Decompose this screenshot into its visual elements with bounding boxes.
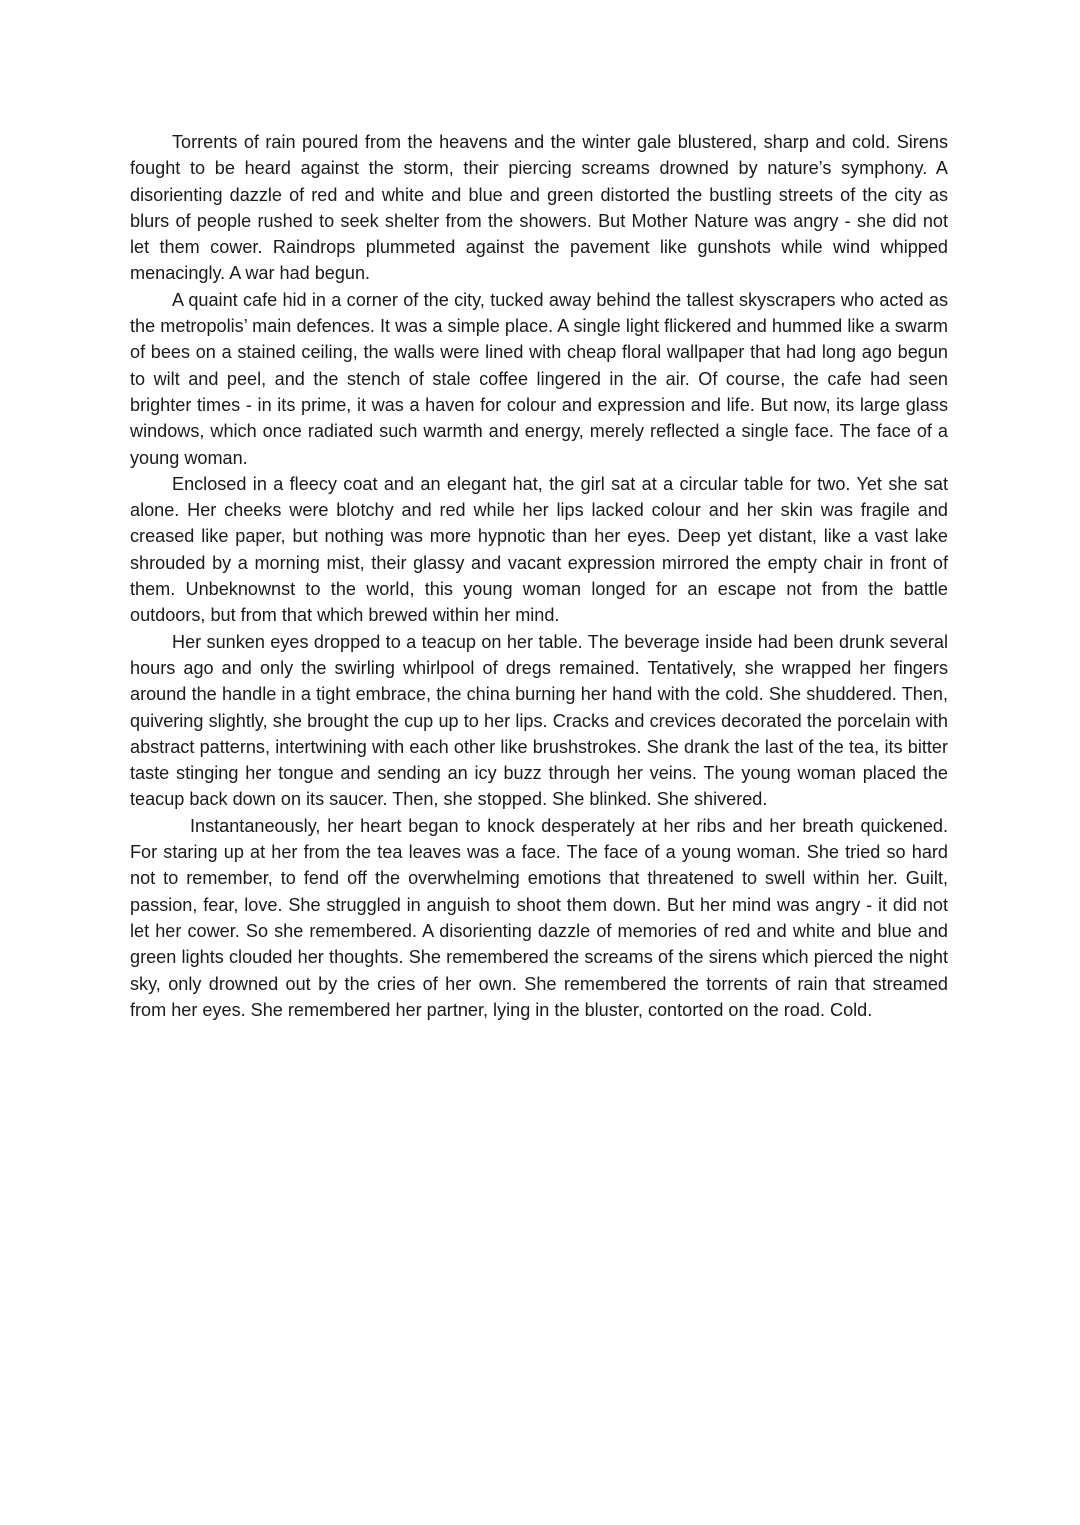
paragraph-2: A quaint cafe hid in a corner of the city, tucked away behind the tallest skyscrapers who acted as the metropolis’ main defences. It was a simple place. A single light flickered and hummed like a swarm of bees on a stained ceiling, the walls were lined with cheap floral wallpaper that had long ago begun to wilt and peel, and the stench of stale coffee lingered in the air. Of course, the cafe had seen brighter times - in its prime, it was a haven for colour and expression and life. But now, its large glass windows, which once radiated such warmth and energy, merely reflected a single face. The face of a young woman. [130,289,948,468]
paragraph-1: Torrents of rain poured from the heavens and the winter gale blustered, sharp and cold. Sirens fought to be heard against the storm, their piercing screams drowned by nature’s symphony. A disorienting dazzle of red and white and blue and green distorted the bustling streets of the city as blurs of people rushed to seek shelter from the showers. But Mother Nature was angry - she did not let them cower. Raindrops plummeted against the pavement like gunshots while wind whipped menacingly. A war had begun. [130,132,948,284]
paragraph-3: Enclosed in a fleecy coat and an elegant hat, the girl sat at a circular table for two. Yet she sat alone. Her cheeks were blotchy and red while her lips lacked colour and her skin was fragile and creased like paper, but nothing was more hypnotic than her eyes. Deep yet distant, like a vast lake shrouded by a morning mist, their glassy and vacant expression mirrored the empty chair in front of them. Unbeknownst to the world, this young woman longed for an escape not from the battle outdoors, but from that which brewed within her mind. [130,473,948,626]
paragraph-5: Instantaneously, her heart began to knock desperately at her ribs and her breath quickened. For staring up at her from the tea leaves was a face. The face of a young woman. She tried so hard not to remember, to fend off the overwhelming emotions that threatened to swell within her. Guilt, passion, fear, love. She struggled in anguish to shoot them down. But her mind was angry - it did not let her cower. So she remembered. A disorienting dazzle of memories of red and white and blue and green lights clouded her thoughts. She remembered the screams of the sirens which pierced the night sky, only drowned out by the cries of her own. She remembered the torrents of rain that streamed from her eyes. She remembered her partner, lying in the bluster, contorted on the road. Cold. [130,815,948,1020]
story-text [130,129,948,1023]
paragraph-4: Her sunken eyes dropped to a teacup on her table. The beverage inside had been drunk several hours ago and only the swirling whirlpool of dregs remained. Tentatively, she wrapped her fingers around the handle in a tight embrace, the china burning her hand with the cold. She shuddered. Then, quivering slightly, she brought the cup up to her lips. Cracks and crevices decorated the porcelain with abstract patterns, intertwining with each other like brushstrokes. She drank the last of the tea, its bitter taste stinging her tongue and sending an icy buzz through her veins. The young woman placed the teacup back down on its saucer. Then, she stopped. She blinked. She shivered. [130,631,948,810]
